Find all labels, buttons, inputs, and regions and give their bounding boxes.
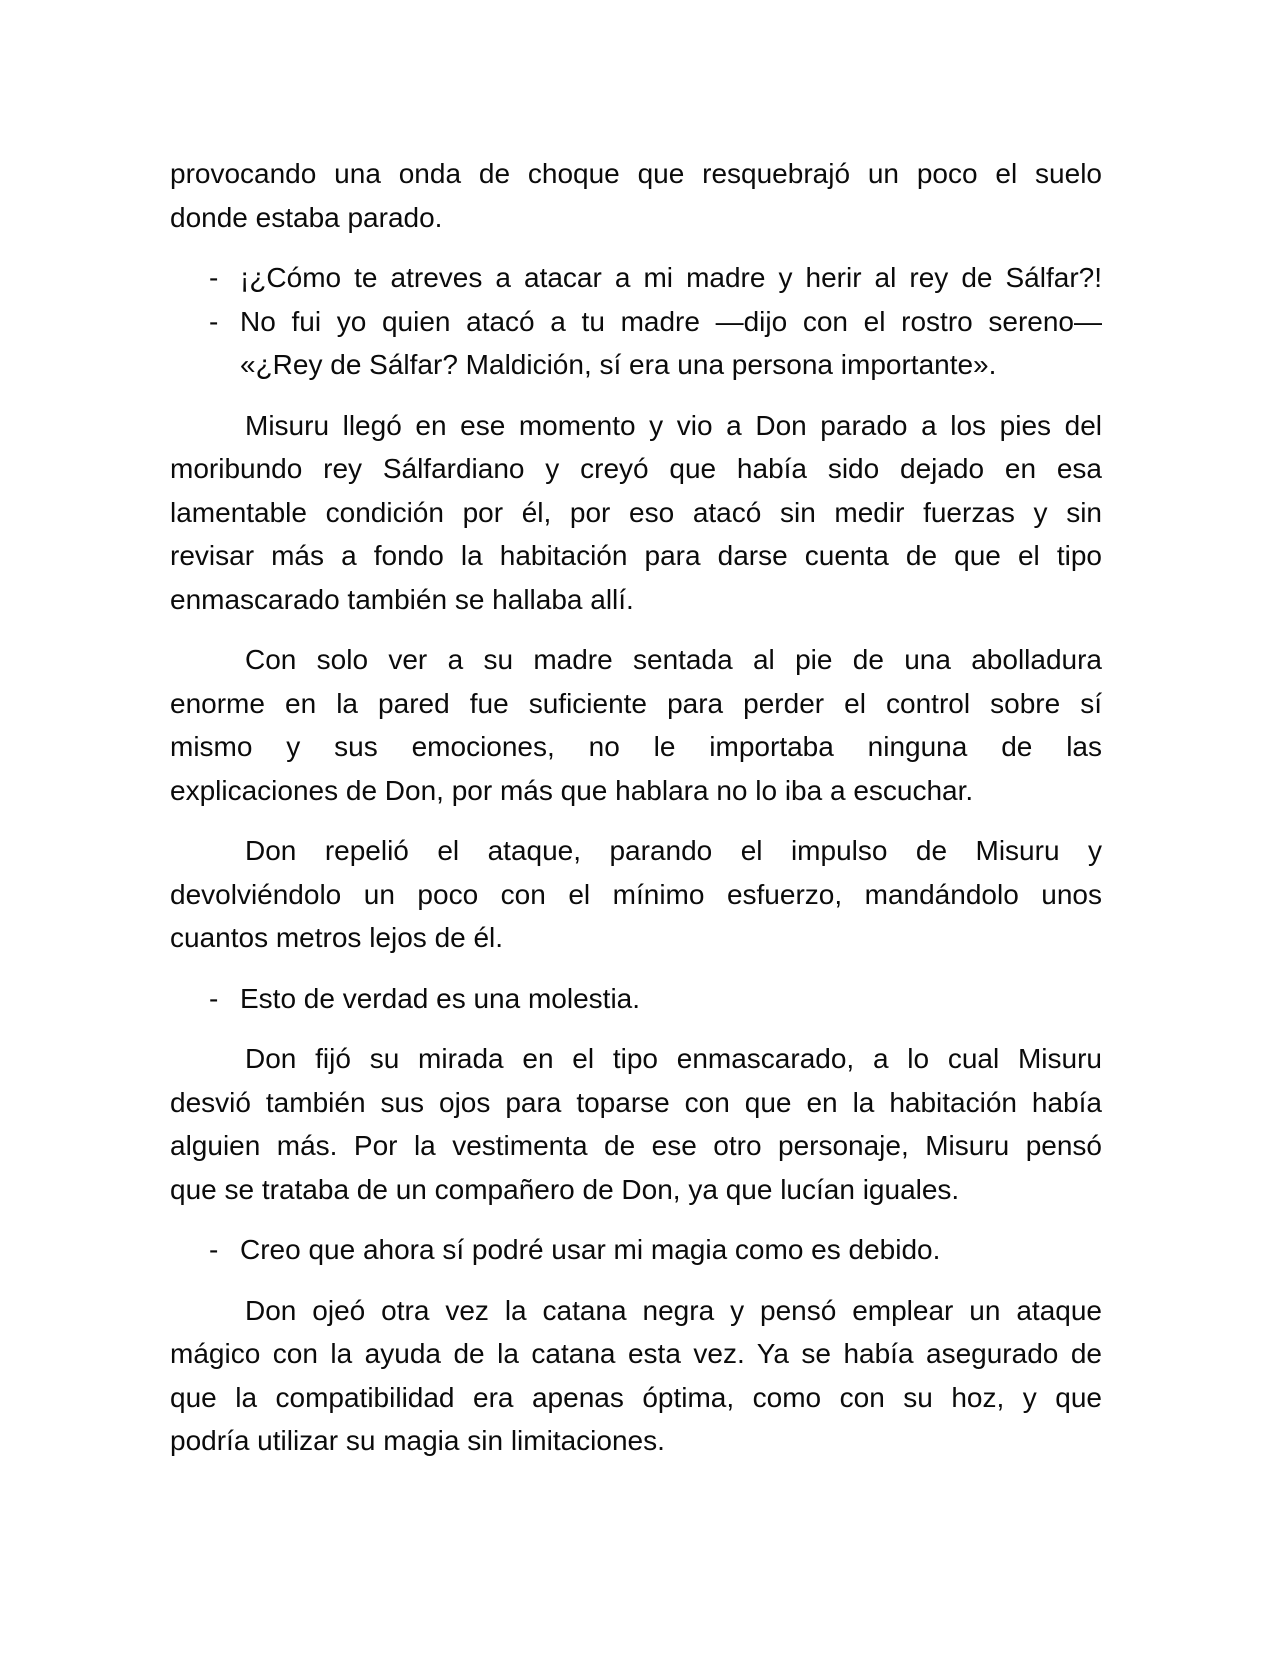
- paragraph: [170, 638, 1102, 812]
- text-line: mismo y sus emociones, no le importaba ninguna de las: [170, 731, 1102, 762]
- bullet-marker: -: [209, 982, 219, 1014]
- text-line: podría utilizar su magia sin limitaciones.: [170, 1425, 665, 1456]
- text-line: desvió también sus ojos para toparse con que en la habitación había: [170, 1086, 1102, 1118]
- list-item: [170, 256, 1102, 300]
- text-line: moribundo rey Sálfardiano y creyó que había sido dejado en esa: [170, 453, 1102, 484]
- text-line: Creo que ahora sí podré usar mi magia como es debido.: [240, 1234, 941, 1265]
- text-line: alguien más. Por la vestimenta de ese otro personaje, Misuru pensó: [170, 1130, 1102, 1161]
- bullet-marker: -: [209, 1234, 219, 1265]
- text-line: Misuru llegó en ese momento y vio a Don parado a los pies del: [245, 409, 1102, 441]
- text-line: ¡¿Cómo te atreves a atacar a mi madre y herir al rey de Sálfar?!: [240, 262, 1102, 293]
- paragraph: [170, 152, 1102, 239]
- paragraph: [170, 829, 1102, 960]
- text-line: provocando una onda de choque que resquebrajó un poco el suelo: [170, 158, 1102, 189]
- paragraph: [170, 1037, 1102, 1211]
- text-line: enorme en la pared fue suficiente para perder el control sobre sí: [170, 687, 1102, 719]
- text-line: Con solo ver a su madre sentada al pie de una abolladura: [245, 644, 1102, 675]
- bullet-marker: -: [209, 262, 219, 293]
- list-item: [170, 977, 1102, 1021]
- text-line: «¿Rey de Sálfar? Maldición, sí era una persona importante».: [240, 349, 997, 380]
- text-line: No fui yo quien atacó a tu madre —dijo con el rostro sereno—: [240, 305, 1102, 337]
- text-line: lamentable condición por él, por eso atacó sin medir fuerzas y sin: [170, 496, 1102, 528]
- text-line: cuantos metros lejos de él.: [170, 922, 504, 953]
- text-line: mágico con la ayuda de la catana esta vez. Ya se había asegurado de: [170, 1338, 1102, 1369]
- text-line: Esto de verdad es una molestia.: [240, 982, 641, 1014]
- paragraph: [170, 1289, 1102, 1463]
- text-line: que se trataba de un compañero de Don, ya que lucían iguales.: [170, 1173, 960, 1205]
- text-line: que la compatibilidad era apenas óptima, como con su hoz, y que: [170, 1381, 1102, 1413]
- list-item: [170, 1228, 1102, 1272]
- list-item: [170, 300, 1102, 387]
- text-line: explicaciones de Don, por más que hablara no lo iba a escuchar.: [170, 774, 974, 806]
- document-content: [170, 152, 1102, 1463]
- text-line: revisar más a fondo la habitación para darse cuenta de que el tipo: [170, 540, 1102, 571]
- text-line: Don ojeó otra vez la catana negra y pensó emplear un ataque: [245, 1294, 1102, 1326]
- text-line: Don fijó su mirada en el tipo enmascarado, a lo cual Misuru: [245, 1043, 1102, 1074]
- text-line: donde estaba parado.: [170, 201, 443, 233]
- text-line: Don repelió el ataque, parando el impulso de Misuru y: [245, 835, 1102, 866]
- text-line: enmascarado también se hallaba allí.: [170, 583, 634, 615]
- text-line: devolviéndolo un poco con el mínimo esfuerzo, mandándolo unos: [170, 878, 1102, 910]
- paragraph: [170, 404, 1102, 622]
- bullet-marker: -: [209, 305, 219, 337]
